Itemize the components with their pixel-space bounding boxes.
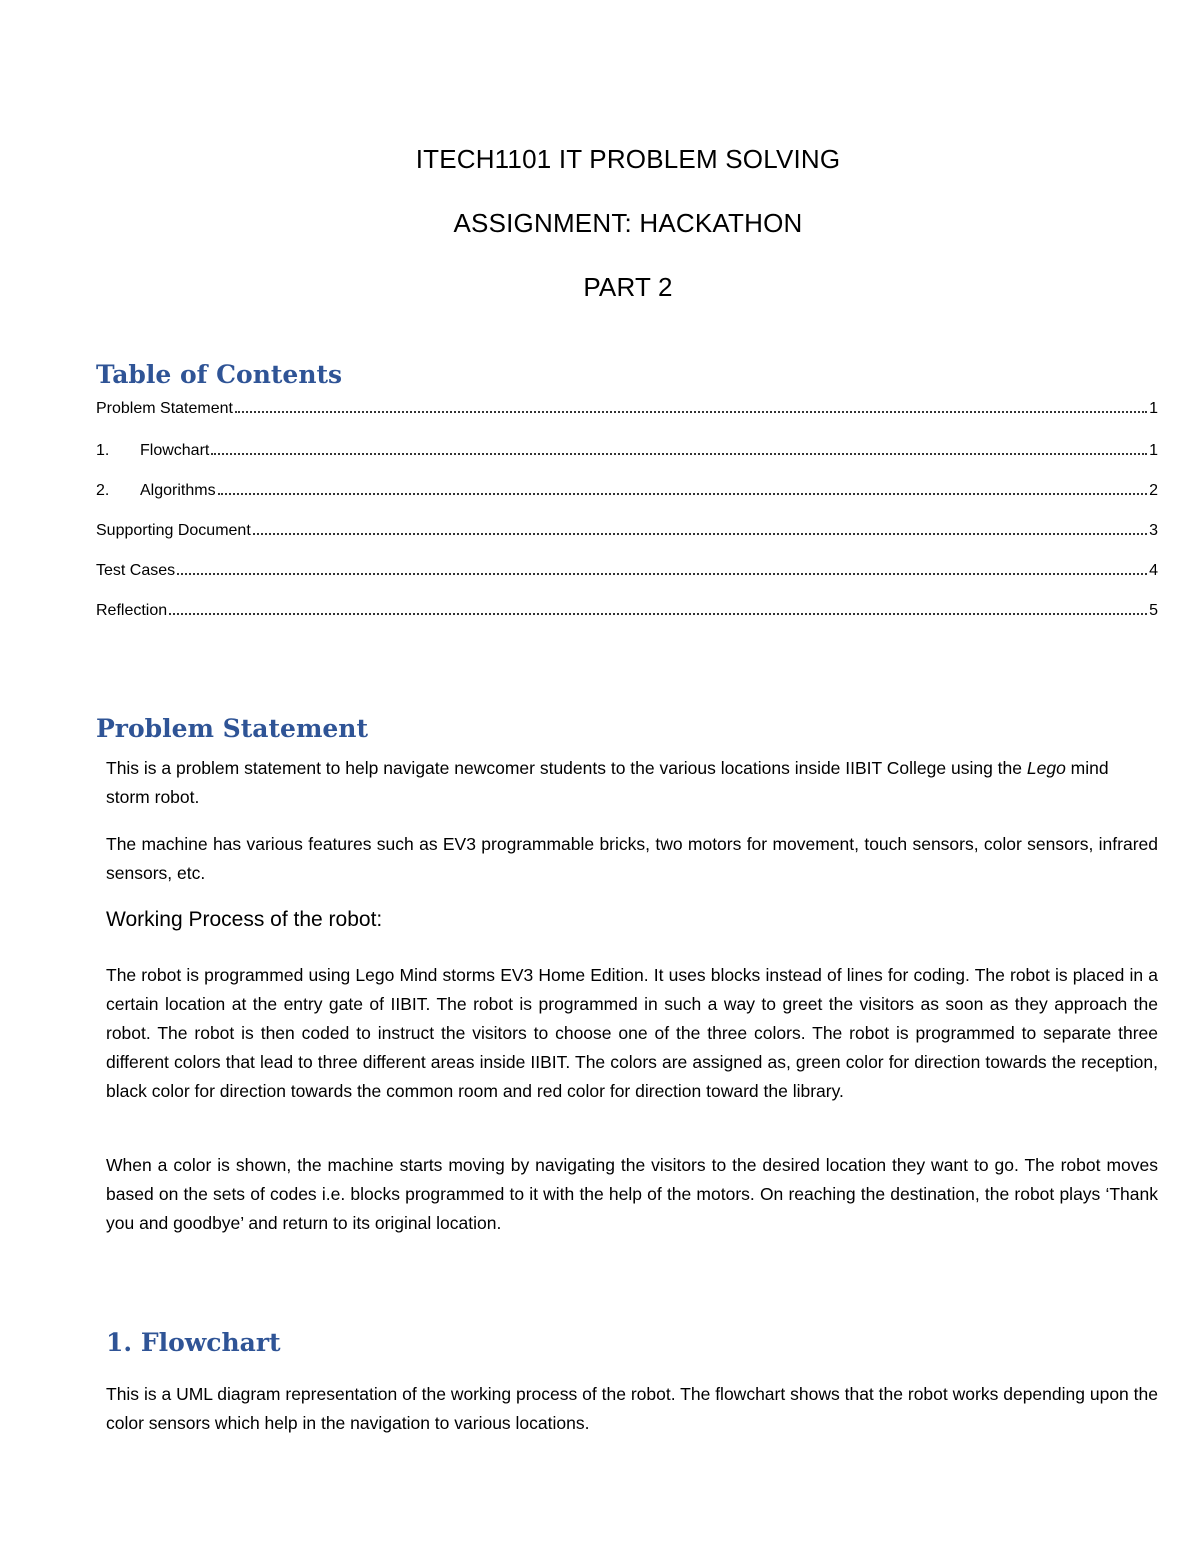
toc-entry-page: 4: [1149, 562, 1158, 579]
toc-entry-number: 1.: [96, 442, 110, 459]
toc-entry-label: Reflection: [96, 602, 168, 619]
toc-entry-label: Algorithms: [140, 482, 216, 499]
toc-entry-label: Supporting Document: [96, 522, 251, 539]
toc-entry-label: Flowchart: [140, 442, 210, 459]
toc-leader-dots: [177, 572, 1147, 575]
toc-entry-page: 2: [1149, 482, 1158, 499]
assignment-title: ASSIGNMENT: HACKATHON: [453, 208, 803, 238]
toc-entry-test-cases[interactable]: [96, 558, 1158, 580]
toc-entry-flowchart[interactable]: [96, 438, 1158, 460]
flowchart-heading-number: 1.: [106, 1328, 133, 1357]
paragraph-text: This is a problem statement to help navigate newcomer students to the various locations inside IIBIT College using the: [106, 758, 1027, 778]
toc-entry-page: 3: [1149, 522, 1158, 539]
toc-leader-dots: [235, 410, 1147, 413]
problem-statement-paragraph-2: The machine has various features such as EV3 programmable bricks, two motors for movement, touch sensors, color sensors, infrared sensors, etc.: [106, 834, 1158, 883]
toc-entry-page: 1: [1149, 400, 1158, 417]
toc-entry-page: 5: [1149, 602, 1158, 619]
toc-leader-dots: [218, 492, 1148, 495]
toc-entry-label: Test Cases: [96, 562, 176, 579]
flowchart-heading: [106, 1328, 281, 1357]
lego-italic-text: Lego: [1026, 758, 1066, 778]
problem-statement-heading: Problem Statement: [96, 714, 369, 743]
toc-entry-label: Problem Statement: [96, 400, 233, 417]
working-process-paragraph: The robot is programmed using Lego Mind storms EV3 Home Edition. It uses blocks instead of lines for coding. The robot is placed in a certain location at the entry gate of IIBIT. The robot is programmed in such a way to greet the visitors as soon as they approach the robot. The robot is then coded to instruct the visitors to choose one of the three colors. The robot is programmed to separate three different colors that lead to three different areas inside IIBIT. The colors are assigned as, green color for direction towards the reception, black color for direction towards the common room and red color for direction toward the library.: [106, 965, 1158, 1101]
paragraph-text: mind storm robot.: [106, 758, 1109, 807]
document-title: ITECH1101 IT PROBLEM SOLVING: [415, 144, 841, 174]
toc-leader-dots: [253, 532, 1147, 535]
toc-heading: Table of Contents: [96, 360, 343, 389]
working-process-subheading: Working Process of the robot:: [106, 908, 383, 931]
toc-entry-algorithms[interactable]: [96, 478, 1158, 500]
toc-entry-problem-statement[interactable]: [96, 396, 1158, 418]
toc-entry-page: 1: [1149, 442, 1158, 459]
toc-leader-dots: [211, 452, 1147, 455]
toc-entry-reflection[interactable]: [96, 598, 1158, 620]
part-title: PART 2: [583, 272, 673, 302]
toc-entry-supporting-document[interactable]: [96, 518, 1158, 540]
toc-leader-dots: [169, 612, 1147, 615]
toc-entry-number: 2.: [96, 482, 110, 499]
navigation-paragraph: When a color is shown, the machine starts moving by navigating the visitors to the desired location they want to go. The robot moves based on the sets of codes i.e. blocks programmed to it with the help of the motors. On reaching the destination, the robot plays ‘Thank you and goodbye’ and return to its original location.: [106, 1155, 1158, 1233]
problem-statement-paragraph-1: [106, 754, 1116, 812]
flowchart-paragraph: This is a UML diagram representation of the working process of the robot. The flowchart shows that the robot works depending upon the color sensors which help in the navigation to various locations.: [106, 1384, 1158, 1433]
flowchart-heading-label: Flowchart: [140, 1328, 281, 1357]
